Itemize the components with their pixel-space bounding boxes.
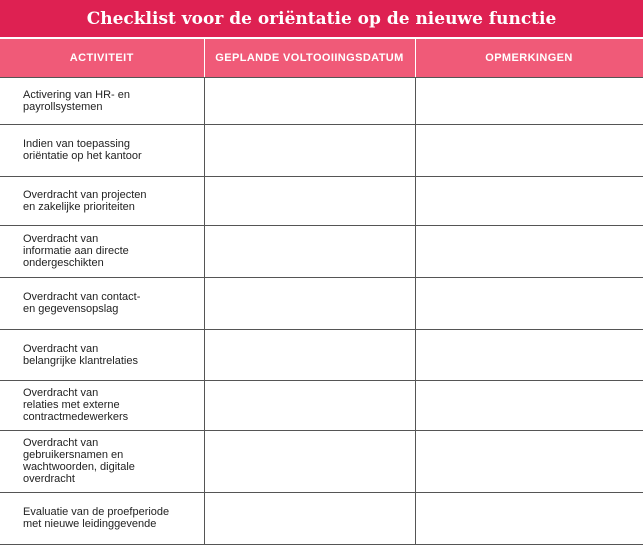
activity-cell [0,277,204,329]
planned-date-cell[interactable] [204,329,415,380]
remarks-cell[interactable] [415,329,643,380]
activity-label: Overdracht van projecten en zakelijke prioriteiten [23,188,147,213]
activity-label: Overdracht van gebruikersnamen en wachtwoorden, digitale overdracht [23,437,135,485]
table-row [0,492,643,544]
planned-date-cell[interactable] [204,77,415,124]
planned-date-cell[interactable] [204,277,415,329]
remarks-cell[interactable] [415,124,643,176]
table-row [0,380,643,430]
table-row [0,77,643,124]
column-header-remarks: OPMERKINGEN [415,39,643,77]
remarks-cell[interactable] [415,492,643,544]
activity-label: Overdracht van relaties met externe contractmedewerkers [23,387,129,423]
remarks-cell[interactable] [415,430,643,492]
activity-label: Overdracht van informatie aan directe ondergeschikten [23,233,129,269]
activity-cell [0,492,204,544]
activity-label: Overdracht van contact- en gegevensopslag [23,291,141,315]
column-header-activity: ACTIVITEIT [0,39,204,77]
activity-label: Overdracht van belangrijke klantrelaties [23,342,138,367]
remarks-cell[interactable] [415,380,643,430]
planned-date-cell[interactable] [204,492,415,544]
table-row [0,176,643,225]
table-row [0,225,643,277]
remarks-cell[interactable] [415,277,643,329]
activity-cell [0,176,204,225]
table-row [0,329,643,380]
planned-date-cell[interactable] [204,176,415,225]
activity-label: Indien van toepassing oriëntatie op het kantoor [23,138,142,162]
remarks-cell[interactable] [415,176,643,225]
activity-cell [0,124,204,176]
planned-date-cell[interactable] [204,430,415,492]
activity-cell [0,77,204,124]
activity-cell [0,329,204,380]
activity-cell [0,430,204,492]
table-row [0,124,643,176]
activity-cell [0,380,204,430]
header-row [0,39,643,77]
document-title: Checklist voor de oriëntatie op de nieuwe functie [0,0,643,39]
activity-label: Evaluatie van de proefperiode met nieuwe leidinggevende [23,506,170,530]
table-row [0,430,643,492]
planned-date-cell[interactable] [204,124,415,176]
planned-date-cell[interactable] [204,225,415,277]
checklist-table [0,39,643,545]
activity-label: Activering van HR- en payrollsystemen [23,88,130,113]
planned-date-cell[interactable] [204,380,415,430]
column-header-planned-date: GEPLANDE VOLTOOIINGSDATUM [204,39,415,77]
remarks-cell[interactable] [415,225,643,277]
activity-cell [0,225,204,277]
table-row [0,277,643,329]
remarks-cell[interactable] [415,77,643,124]
